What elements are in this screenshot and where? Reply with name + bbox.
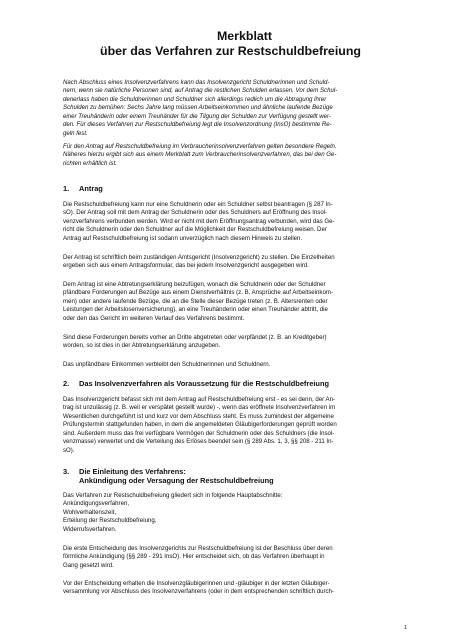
text-line: Schulden zu bemühen: Sechs Jahre lang müssen Arbeitseinkommen und ähnliche laufende Bezüge	[63, 104, 333, 112]
text-line: Die erste Entscheidung des Insolvenzgerichts zur Restschuldbefreiung ist der Beschluss über deren	[63, 545, 333, 552]
section-1-paragraph-3	[63, 281, 413, 323]
text-line: Widerrufsverfahren.	[63, 525, 117, 533]
text-line: Wesentlichen durchgeführt ist und kurz vor dem Abschluss steht. Es muss zumindest der allgemeine	[63, 412, 334, 420]
text-line: geln fest.	[63, 129, 88, 137]
text-line: versammlung vor Abschluss des Insolvenzverfahrens (oder in dem entsprechenden schriftlich durch-	[63, 588, 334, 596]
page-number: 1	[404, 625, 408, 631]
section-3-paragraph-2	[63, 545, 413, 570]
section-2-paragraph-1	[63, 396, 413, 455]
section-1-paragraph-2	[63, 254, 413, 271]
page-title: Merkblatt	[216, 29, 273, 43]
section-3-list	[63, 492, 413, 534]
text-line: Nach Abschluss eines Insolvenzverfahrens kann das Insolvenzgericht Schuldnerinnen und Schuld-	[63, 79, 330, 86]
text-line: förmliche Ankündigung (§§ 289 - 291 InsO). Hier entscheidet sich, ob das Verfahren überhaupt in	[63, 553, 325, 561]
text-line: Gang gesetzt wird.	[63, 561, 114, 569]
section-3-heading: 3. Die Einleitung des Verfahrens:	[63, 467, 186, 476]
text-line: men) oder andere laufende Bezüge, die an die Stelle dieser Bezüge treten (z. B. Altersrenten oder	[63, 297, 328, 305]
section-1-paragraph-5	[63, 361, 413, 369]
section-1-heading: 1. Antrag	[63, 184, 103, 193]
text-line: Das Verfahren zur Restschuldbefreiung gliedert sich in folgende Hauptabschnitte:	[63, 492, 283, 499]
text-line: Der Antrag ist schriftlich beim zuständigen Amtsgericht (Insolvenzgericht) zu stellen. Die Einzelheiten	[63, 254, 335, 261]
text-line: Dem Antrag ist eine Abtretungserklärung beizufügen, wonach die Schuldnerin oder der Schuldner	[63, 281, 326, 288]
text-line: sO).	[63, 446, 75, 454]
text-line: worden, so ist dies in der Abtretungserklärung anzugeben.	[63, 342, 221, 350]
text-line: sO). Der Antrag soll mit dem Antrag der Schuldnerin oder des Schuldners auf Eröffnung des Insol-	[63, 209, 328, 217]
section-3-paragraph-3	[63, 580, 413, 597]
text-line: den. Für dieses Verfahren zur Restschuldbefreiung legt die Insolvenzordnung (InsO) bestimmte Re-	[63, 121, 332, 129]
text-line: Die Restschuldbefreiung kann nur eine Schuldnerin oder ein Schuldner selbst beantragen (§ 287 In-	[63, 201, 333, 208]
text-line: richten erhältlich ist.	[63, 159, 117, 167]
section-2-heading: 2. Das Insolvenzverfahren als Voraussetzung für die Restschuldbefreiung	[63, 379, 329, 388]
text-line: venzverfahrens verbunden werden. Wird er nicht mit dem Eröffnungsantrag verbunden, wird das Ge-	[63, 217, 335, 225]
intro-note-paragraph	[63, 143, 413, 168]
intro-paragraph	[63, 79, 413, 138]
text-line: Das Insolvenzgericht befasst sich mit dem Antrag auf Restschuldbefreiung erst - es sei denn, der An-	[63, 396, 335, 403]
text-line: Sind diese Forderungen bereits vorher an Dritte abgetreten oder verpfändet (z. B. an Kreditgeber)	[63, 334, 327, 341]
text-line: sind. Außerdem muss das frei verfügbare Vermögen der Schuldnerin oder des Schuldners (die Insol-	[63, 429, 335, 437]
text-line: denerlass haben die Schuldnerinnen und Schuldner sich allerdings redlich um die Abtragung ihrer	[63, 95, 327, 103]
text-line: Ankündigungsverfahren,	[63, 500, 130, 508]
text-line: Das unpfändbare Einkommen verbleibt den Schuldnerinnen und Schuldnern.	[63, 361, 271, 368]
text-line: Näheres hierzu ergibt sich aus einem Merkblatt zum Verbraucherinsolvenzverfahren, das bei den Ge-	[63, 151, 337, 159]
page-subtitle: über das Verfahren zur Restschuldbefreiung	[100, 44, 361, 58]
text-line: nern, wenn sie natürliche Personen sind, auf Antrag die restlichen Schulden erlassen. Vor dem Schul-	[63, 87, 338, 95]
text-line: einer Treuhänderin oder einem Treuhänder für die Tilgung der Schulden zur Verfügung gestellt wer-	[63, 112, 331, 120]
text-line: Vor der Entscheidung erhalten die Insolvenzgläubigerinnen und -gläubiger in der letzten Gläubiger-	[63, 580, 330, 587]
text-line: Für den Antrag auf Restschuldbefreiung im Verbraucherinsolvenzverfahren gelten besondere Regeln.	[63, 143, 337, 150]
text-line: venzmasse) verwertet und die Verteilung des Erlöses beendet sein (§ 289 Abs. 1, 3, §§ 208 - 211 In-	[63, 438, 334, 446]
text-line: Erteilung der Restschuldbefreiung,	[63, 517, 157, 525]
section-3-heading-line-2: Ankündigung oder Versagung der Restschuldbefreiung	[79, 476, 274, 485]
text-line: Leistungen der Arbeitslosenversicherung), an eine Treuhänderin oder einen Treuhänder abtritt, die	[63, 306, 328, 314]
text-line: pfändbare Forderungen auf Bezüge aus einem Dienstverhältnis (z. B. Ansprüche auf Arbeitseinkom-	[63, 289, 333, 297]
text-line: Antrag auf Restschuldbefreiung ist sodann unverzüglich nach diesem Hinweis zu stellen.	[63, 234, 303, 242]
text-line: Prüfungstermin stattgefunden haben, in dem die angemeldeten Gläubigerforderungen geprüft worden	[63, 421, 337, 429]
text-line: trag ist unzulässig (z. B. weil er verspätet gestellt wurde) -, wenn das eröffnete Insolvenzverfahren im	[63, 404, 336, 412]
section-1-paragraph-4	[63, 334, 413, 351]
text-line: ergeben sich aus einem Antragsformular, das bei jedem Insolvenzgericht ausgegeben wird.	[63, 262, 309, 270]
text-line: richt die Schuldnerin oder den Schuldner auf die Möglichkeit der Restschuldbefreiung weisen. Der	[63, 226, 327, 234]
text-line: oder den das Gericht im weiteren Verlauf des Verfahrens bestimmt.	[63, 314, 245, 322]
section-1-paragraph-1	[63, 201, 413, 243]
text-line: Wohlverhaltenszeit,	[63, 508, 117, 516]
